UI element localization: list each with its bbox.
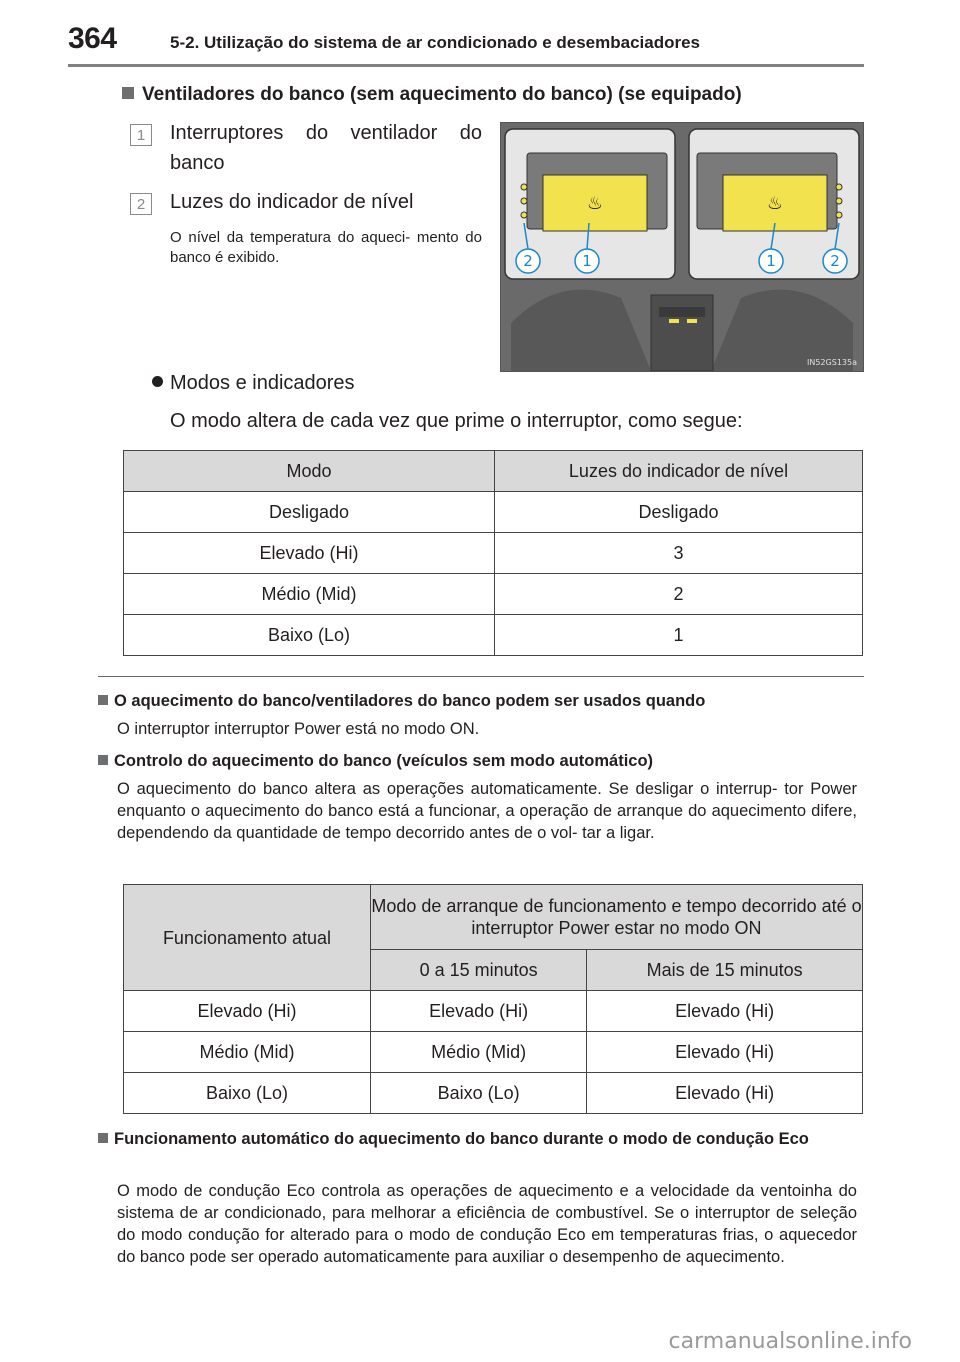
modes-table <box>123 450 863 656</box>
table-cell: Médio (Mid) <box>124 574 495 615</box>
note-title-text: Controlo do aquecimento do banco (veículos sem modo automático) <box>114 752 654 770</box>
table-cell: 2 <box>495 574 863 615</box>
modes-heading <box>152 368 355 398</box>
item-number-2: 2 <box>130 193 152 215</box>
table-header-cell: Funcionamento atual <box>124 885 371 991</box>
square-bullet-icon <box>98 1133 108 1143</box>
dashboard-drawing <box>501 123 863 371</box>
note-title-text: Funcionamento automático do aquecimento do banco durante o modo de condução Eco <box>114 1130 809 1148</box>
table-row <box>124 492 863 533</box>
table-cell: Baixo (Lo) <box>371 1073 587 1114</box>
note-title-eco <box>98 1128 858 1150</box>
modes-description: O modo altera de cada vez que prime o interruptor, como segue: <box>170 410 743 432</box>
page-number: 364 <box>68 22 117 55</box>
table-cell: Médio (Mid) <box>371 1032 587 1073</box>
operation-table <box>123 884 863 1114</box>
callout-right-1: 1 <box>766 252 776 270</box>
modes-heading-text: Modos e indicadores <box>170 372 355 394</box>
square-bullet-icon <box>122 87 134 99</box>
note-body-control: O aquecimento do banco altera as operações automaticamente. Se desligar o interrup- tor Power enquanto o aquecimento do banco está a funcionar, a operação de arranque do aquecimento difere, dependendo da quantidade de tempo decorrido antes de o vol- tar a ligar. <box>117 780 857 842</box>
table-header-cell: Luzes do indicador de nível <box>495 451 863 492</box>
section-divider <box>98 676 864 677</box>
table-row <box>124 1032 863 1073</box>
note-title-control <box>98 750 653 772</box>
item-label-level-indicator: Luzes do indicador de nível <box>170 191 414 213</box>
note-title-usage <box>98 690 705 712</box>
table-header-cell: Modo de arranque de funcionamento e tempo decorrido até o interruptor Power estar no modo ON <box>371 885 863 950</box>
item-desc-level-indicator: O nível da temperatura do aqueci- mento do banco é exibido. <box>170 229 482 266</box>
table-row <box>124 574 863 615</box>
table-cell: Elevado (Hi) <box>587 1073 863 1114</box>
callout-left-1: 1 <box>582 252 592 270</box>
table-row <box>124 1073 863 1114</box>
note-title-text: O aquecimento do banco/ventiladores do banco podem ser usados quando <box>114 692 706 710</box>
watermark: carmanualsonline.info <box>668 1329 912 1354</box>
running-header: 5-2. Utilização do sistema de ar condicionado e desembaciadores <box>170 33 701 52</box>
section-title <box>122 84 742 106</box>
callout-left-2: 2 <box>523 252 533 270</box>
callout-right-2: 2 <box>830 252 840 270</box>
item-number-1: 1 <box>130 124 152 146</box>
item-label-seat-fan-switches: Interruptores do ventilador do banco <box>170 122 482 174</box>
table-cell: Elevado (Hi) <box>371 991 587 1032</box>
square-bullet-icon <box>98 695 108 705</box>
note-body-usage: O interruptor interruptor Power está no modo ON. <box>117 720 480 738</box>
table-header-row <box>124 451 863 492</box>
table-cell: 1 <box>495 615 863 656</box>
figure-code: IN52GS135a <box>807 358 857 367</box>
table-cell: Desligado <box>124 492 495 533</box>
table-cell: Baixo (Lo) <box>124 615 495 656</box>
table-cell: Médio (Mid) <box>124 1032 371 1073</box>
round-bullet-icon <box>152 376 163 387</box>
table-cell: Elevado (Hi) <box>124 991 371 1032</box>
table-cell: Elevado (Hi) <box>587 991 863 1032</box>
table-cell: 3 <box>495 533 863 574</box>
table-cell: Desligado <box>495 492 863 533</box>
section-title-text: Ventiladores do banco (sem aquecimento do banco) (se equipado) <box>142 84 742 105</box>
table-header-cell: Modo <box>124 451 495 492</box>
square-bullet-icon <box>98 755 108 765</box>
table-row <box>124 615 863 656</box>
seat-fan-illustration <box>500 122 864 372</box>
table-cell: Elevado (Hi) <box>587 1032 863 1073</box>
table-row <box>124 533 863 574</box>
note-body-eco: O modo de condução Eco controla as operações de aquecimento e a velocidade da ventoinha do sistema de ar condicionado, para melhorar a eficiência de combustível. Se o interruptor de seleção do modo condução for alterado para o modo de condução Eco em temperaturas frias, o aquecedor do banco pode ser operado automaticamente para auxiliar o desempenho de aquecimento. <box>117 1182 857 1266</box>
table-header-row <box>124 885 863 950</box>
table-header-cell: 0 a 15 minutos <box>371 950 587 991</box>
svg-text:♨: ♨ <box>766 193 784 214</box>
table-cell: Elevado (Hi) <box>124 533 495 574</box>
table-header-cell: Mais de 15 minutos <box>587 950 863 991</box>
header-rule <box>68 64 864 67</box>
svg-text:♨: ♨ <box>586 193 604 214</box>
table-cell: Baixo (Lo) <box>124 1073 371 1114</box>
table-row <box>124 991 863 1032</box>
